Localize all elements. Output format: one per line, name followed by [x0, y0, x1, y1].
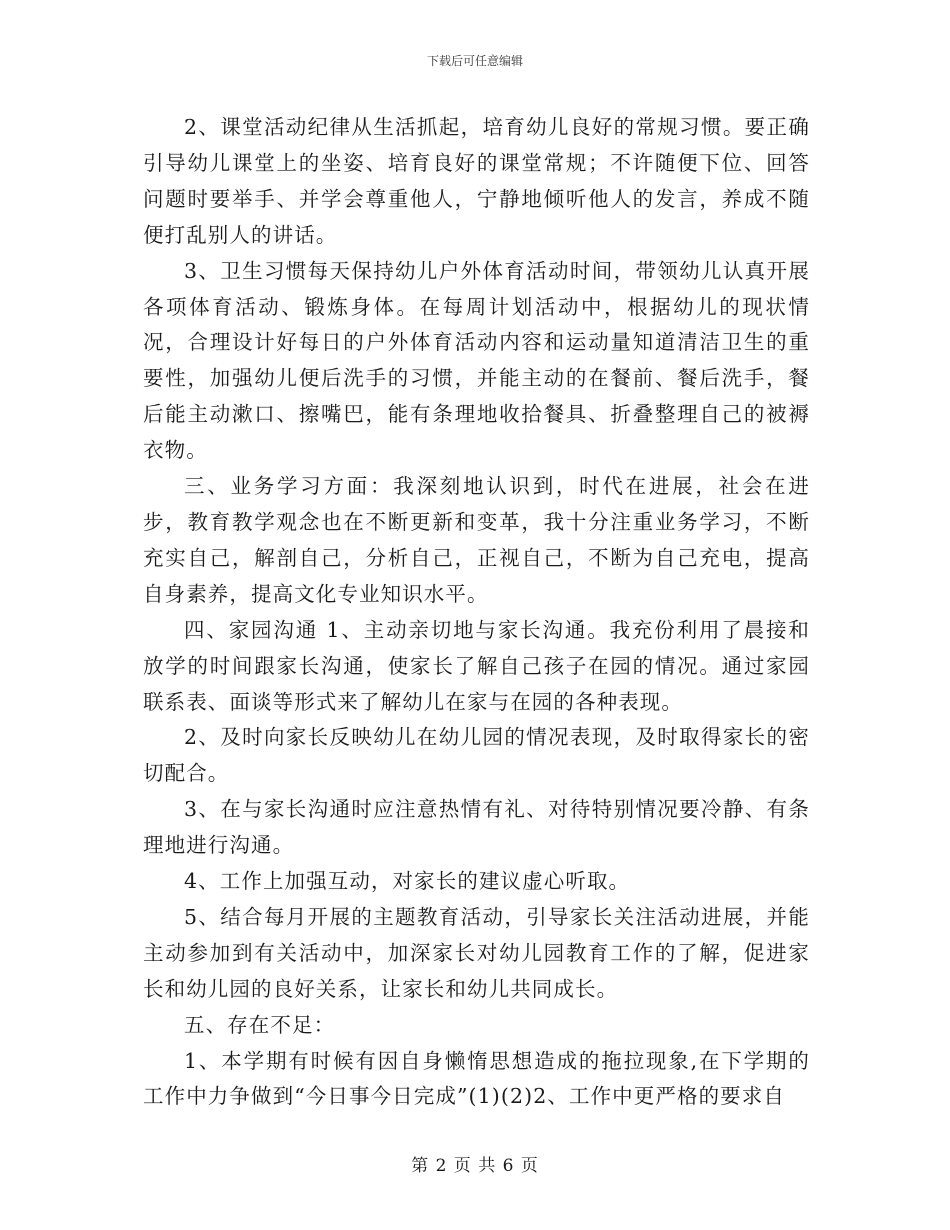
paragraph: 五、存在不足： — [184, 1012, 336, 1037]
paragraph: 3、在与家长沟通时应注意热情有礼、对待特别情况要冷静、有条理地进行沟通。 — [143, 797, 810, 858]
paragraph: 三、业务学习方面：我深刻地认识到，时代在进展，社会在进步，教育教学观念也在不断更新和变革，我十分注重业务学习，不断充实自己，解剖自己，分析自己，正视自己，不断为自己充电，提高自身素养，提高文化专业知识水平。 — [143, 474, 810, 606]
paragraph: 2、及时向家长反映幼儿在幼儿园的情况表现，及时取得家长的密切配合。 — [143, 725, 810, 786]
paragraph: 5、结合每月开展的主题教育活动，引导家长关注活动进展，并能主动参加到有关活动中，加深家长对幼儿园教育工作的了解，促进家长和幼儿园的良好关系，让家长和幼儿共同成长。 — [143, 904, 810, 1001]
page-header: 下载后可任意编辑 — [426, 54, 523, 68]
paragraph: 1、本学期有时候有因自身懒惰思想造成的拖拉现象,在下学期的工作中力争做到“今日事今日完成”(1)(2)2、工作中更严格的要求自 — [143, 1048, 810, 1109]
paragraph: 四、家园沟通 1、主动亲切地与家长沟通。我充份利用了晨接和放学的时间跟家长沟通，使家长了解自己孩子在园的情况。通过家园联系表、面谈等形式来了解幼儿在家与在园的各种表现。 — [143, 617, 810, 714]
document-body — [143, 110, 810, 1115]
paragraph: 4、工作上加强互动，对家长的建议虚心听取。 — [184, 869, 631, 894]
paragraph: 3、卫生习惯每天保持幼儿户外体育活动时间，带领幼儿认真开展各项体育活动、锻炼身体。在每周计划活动中，根据幼儿的现状情况，合理设计好每日的户外体育活动内容和运动量知道清洁卫生的重要性，加强幼儿便后洗手的习惯，并能主动的在餐前、餐后洗手，餐后能主动漱口、擦嘴巴，能有条理地收拾餐具、折叠整理自己的被褥衣物。 — [143, 258, 810, 463]
page-number: 第 2 页 共 6 页 — [411, 1156, 539, 1176]
paragraph: 2、课堂活动纪律从生活抓起，培育幼儿良好的常规习惯。要正确引导幼儿课堂上的坐姿、培育良好的课堂常规；不许随便下位、回答问题时要举手、并学会尊重他人，宁静地倾听他人的发言，养成不随便打乱别人的讲话。 — [143, 115, 810, 247]
